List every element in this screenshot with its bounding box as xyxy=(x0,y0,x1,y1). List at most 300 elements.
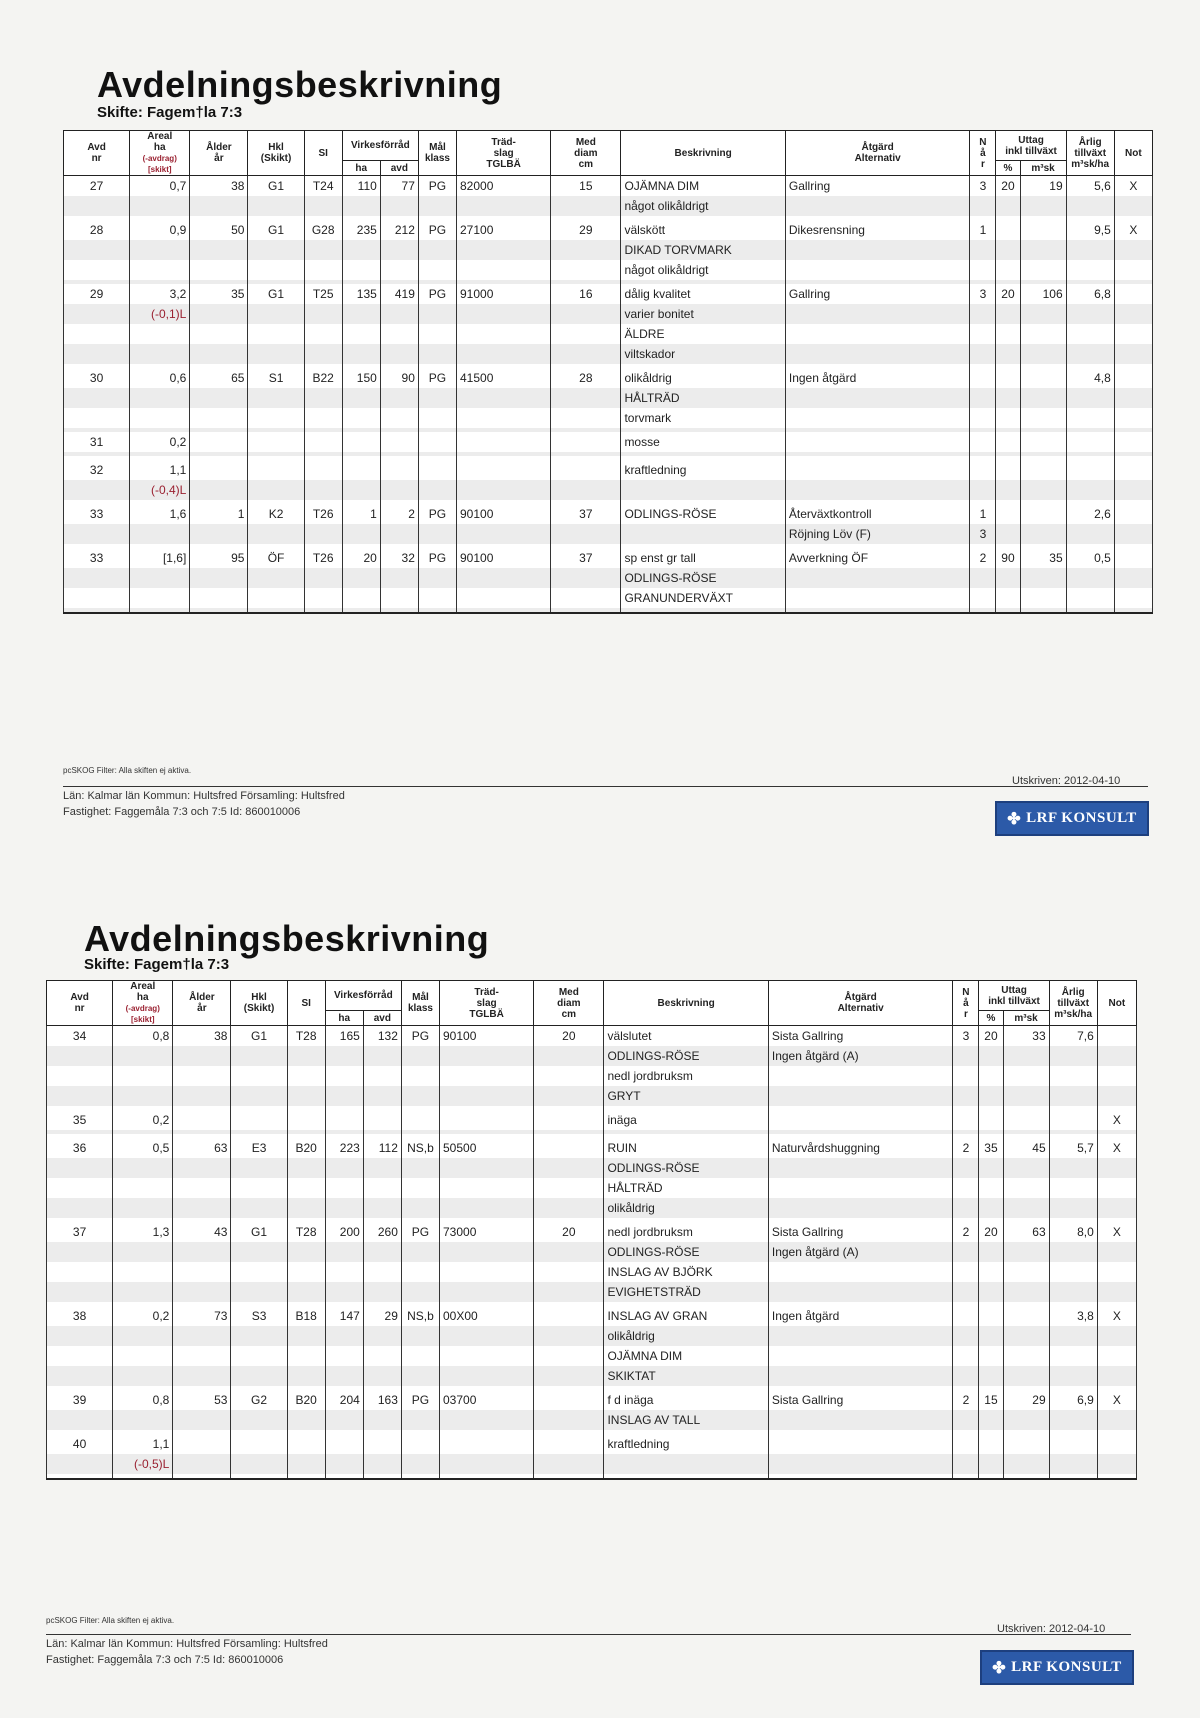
cell-areal: 3,2 xyxy=(130,284,190,304)
cell-empty xyxy=(996,388,1020,408)
col-nar-line: N xyxy=(979,136,987,148)
col-arlig-line: Årlig xyxy=(1078,136,1102,148)
cell-areal xyxy=(130,196,190,216)
cell-empty xyxy=(231,1366,287,1386)
cell-empty xyxy=(342,608,380,613)
cell-beskrivning: GRANUNDERVÄXT xyxy=(621,588,785,608)
cell-avd: 33 xyxy=(64,504,130,524)
table-row-continuation xyxy=(47,1474,1137,1479)
cell-beskrivning: RUIN xyxy=(604,1138,768,1158)
cell-nar xyxy=(970,432,996,452)
cell-not xyxy=(1097,1026,1136,1047)
cell-empty xyxy=(190,524,248,544)
cell-avd xyxy=(47,1410,113,1430)
cell-arlig xyxy=(1049,1110,1097,1130)
cell-nar xyxy=(953,1282,979,1302)
cell-areal xyxy=(113,1262,173,1282)
cell-tradslag xyxy=(457,460,551,480)
cell-empty xyxy=(325,1198,363,1218)
cell-beskrivning: HÅLTRÄD xyxy=(621,388,785,408)
cell-empty xyxy=(173,1158,231,1178)
col-alder xyxy=(190,131,248,176)
cell-empty xyxy=(380,196,418,216)
cell-uttag-pct xyxy=(996,460,1020,480)
cell-empty xyxy=(1114,324,1152,344)
col-atgard xyxy=(768,981,953,1026)
table-row-continuation xyxy=(47,1158,1137,1178)
cell-empty xyxy=(325,1410,363,1430)
col-malklass-line: klass xyxy=(424,153,450,164)
cell-empty xyxy=(190,588,248,608)
cell-uttag-m3sk xyxy=(1020,220,1066,240)
cell-empty xyxy=(287,1366,325,1386)
cell-malklass: PG xyxy=(418,176,456,197)
cell-empty xyxy=(418,240,456,260)
col-uttag-line: Uttag xyxy=(1001,984,1027,996)
cell-empty xyxy=(979,1046,1003,1066)
cell-not: X xyxy=(1097,1390,1136,1410)
cell-empty xyxy=(1066,240,1114,260)
cell-uttag-pct xyxy=(996,368,1020,388)
cell-areal xyxy=(130,608,190,613)
cell-empty xyxy=(418,588,456,608)
col-vf-ha xyxy=(342,161,380,176)
cell-meddiam xyxy=(534,1434,604,1454)
col-virkesforrad xyxy=(325,981,401,1011)
cell-empty xyxy=(551,588,621,608)
cell-empty xyxy=(248,344,304,364)
cell-empty xyxy=(979,1158,1003,1178)
cell-arlig: 5,6 xyxy=(1066,176,1114,197)
cell-uttag-pct: 20 xyxy=(996,284,1020,304)
cell-areal xyxy=(113,1046,173,1066)
cell-empty xyxy=(1049,1282,1097,1302)
cell-empty xyxy=(1097,1410,1136,1430)
cell-avd xyxy=(64,588,130,608)
cell-empty xyxy=(979,1086,1003,1106)
cell-meddiam: 16 xyxy=(551,284,621,304)
cell-atgard: Naturvårdshuggning xyxy=(768,1138,953,1158)
cell-empty xyxy=(440,1326,534,1346)
print-date: Utskriven: 2012-04-10 xyxy=(1012,775,1121,787)
cell-empty xyxy=(1003,1066,1049,1086)
cell-empty xyxy=(1066,304,1114,324)
col-malklass-line: Mål xyxy=(429,142,446,153)
cell-si: G28 xyxy=(304,220,342,240)
cell-avd: 38 xyxy=(47,1306,113,1326)
col-areal-line: ha xyxy=(136,992,149,1003)
col-tradslag-line: TGLBÄ xyxy=(486,158,521,170)
cell-atgard xyxy=(785,460,970,480)
cell-empty xyxy=(457,568,551,588)
cell-empty xyxy=(534,1282,604,1302)
cell-atgard xyxy=(768,1066,953,1086)
cell-atgard xyxy=(785,260,970,280)
cell-empty xyxy=(363,1046,401,1066)
page-subtitle: Skifte: Fagem†la 7:3 xyxy=(97,104,243,121)
cell-empty xyxy=(418,324,456,344)
cell-areal: 1,3 xyxy=(113,1222,173,1242)
cell-empty xyxy=(287,1066,325,1086)
col-tradslag xyxy=(440,981,534,1026)
cell-empty xyxy=(1049,1346,1097,1366)
cell-empty xyxy=(440,1474,534,1479)
cell-empty xyxy=(304,568,342,588)
cell-atgard: Dikesrensning xyxy=(785,220,970,240)
cell-avd xyxy=(47,1282,113,1302)
cell-empty xyxy=(401,1158,439,1178)
cell-empty xyxy=(534,1066,604,1086)
cell-empty xyxy=(342,324,380,344)
cell-alder xyxy=(173,1110,231,1130)
cell-empty xyxy=(1114,608,1152,613)
col-meddiam-line: Med xyxy=(575,136,596,148)
cell-empty xyxy=(248,588,304,608)
cell-empty xyxy=(1049,1066,1097,1086)
cell-avd xyxy=(64,388,130,408)
col-atgard-line: Alternativ xyxy=(837,1003,884,1014)
cell-avd: 35 xyxy=(47,1110,113,1130)
cell-avd xyxy=(47,1066,113,1086)
cell-atgard xyxy=(768,1434,953,1454)
cell-not: X xyxy=(1114,220,1152,240)
cell-empty xyxy=(325,1282,363,1302)
cell-atgard: Avverkning ÖF xyxy=(785,548,970,568)
cell-hkl: S1 xyxy=(248,368,304,388)
cell-alder: 50 xyxy=(190,220,248,240)
cell-si: T25 xyxy=(304,284,342,304)
col-beskrivning xyxy=(604,981,768,1026)
cell-empty xyxy=(440,1282,534,1302)
cell-areal xyxy=(113,1066,173,1086)
print-date: Utskriven: 2012-04-10 xyxy=(997,1623,1106,1635)
col-nar xyxy=(970,131,996,176)
cell-empty xyxy=(979,1198,1003,1218)
cell-empty xyxy=(1097,1346,1136,1366)
cell-uttag-pct xyxy=(979,1110,1003,1130)
col-avd xyxy=(64,131,130,176)
cell-areal: 0,7 xyxy=(130,176,190,197)
cell-arlig xyxy=(1049,1434,1097,1454)
cell-nar: 3 xyxy=(970,176,996,197)
cell-empty xyxy=(248,388,304,408)
cell-atgard xyxy=(785,304,970,324)
cell-empty xyxy=(190,260,248,280)
cell-not xyxy=(1097,1434,1136,1454)
cell-arlig: 6,8 xyxy=(1066,284,1114,304)
cell-empty xyxy=(1114,480,1152,500)
cell-hkl: G1 xyxy=(248,284,304,304)
cell-tradslag xyxy=(457,432,551,452)
cell-empty xyxy=(287,1326,325,1346)
cell-empty xyxy=(1020,260,1066,280)
cell-empty xyxy=(401,1410,439,1430)
cell-empty xyxy=(1066,260,1114,280)
cell-atgard xyxy=(785,240,970,260)
cell-empty xyxy=(551,240,621,260)
cell-empty xyxy=(287,1086,325,1106)
cell-beskrivning: något olikåldrigt xyxy=(621,260,785,280)
cell-nar: 3 xyxy=(970,284,996,304)
cell-empty xyxy=(457,260,551,280)
cell-empty xyxy=(440,1178,534,1198)
cell-nar xyxy=(970,480,996,500)
table-row-continuation xyxy=(64,196,1153,216)
cell-empty xyxy=(190,480,248,500)
table-row-continuation xyxy=(47,1178,1137,1198)
cell-empty xyxy=(440,1046,534,1066)
cell-nar xyxy=(970,304,996,324)
cell-nar xyxy=(970,324,996,344)
cell-empty xyxy=(401,1346,439,1366)
cell-atgard: Sista Gallring xyxy=(768,1026,953,1047)
cell-areal xyxy=(113,1086,173,1106)
col-alder-line: Ålder xyxy=(189,992,215,1003)
col-si xyxy=(304,131,342,176)
stand-table xyxy=(63,130,1153,614)
cell-malklass xyxy=(401,1434,439,1454)
cell-empty xyxy=(551,304,621,324)
col-meddiam xyxy=(534,981,604,1026)
cell-areal xyxy=(130,388,190,408)
cell-meddiam: 20 xyxy=(534,1026,604,1047)
cell-tradslag: 90100 xyxy=(440,1026,534,1047)
cell-nar xyxy=(953,1346,979,1366)
cell-empty xyxy=(248,196,304,216)
cell-empty xyxy=(440,1158,534,1178)
cell-avd xyxy=(47,1474,113,1479)
table-row-continuation xyxy=(64,388,1153,408)
cell-empty xyxy=(1003,1410,1049,1430)
cell-si xyxy=(287,1110,325,1130)
cell-empty xyxy=(1097,1242,1136,1262)
cell-vf-ha: 150 xyxy=(342,368,380,388)
cell-avd: 29 xyxy=(64,284,130,304)
cell-empty xyxy=(363,1262,401,1282)
cell-beskrivning: OJÄMNA DIM xyxy=(604,1346,768,1366)
cell-empty xyxy=(457,588,551,608)
cell-uttag-m3sk: 106 xyxy=(1020,284,1066,304)
cell-atgard xyxy=(785,608,970,613)
cell-empty xyxy=(287,1158,325,1178)
cell-meddiam: 29 xyxy=(551,220,621,240)
cell-avd xyxy=(47,1326,113,1346)
cell-beskrivning: ODLINGS-RÖSE xyxy=(621,568,785,588)
cell-uttag-pct xyxy=(979,1306,1003,1326)
cell-empty xyxy=(363,1474,401,1479)
cell-avd xyxy=(47,1346,113,1366)
cell-empty xyxy=(1114,408,1152,428)
col-not-line: Not xyxy=(1125,147,1142,159)
cell-empty xyxy=(979,1066,1003,1086)
cell-empty xyxy=(231,1262,287,1282)
cell-empty xyxy=(325,1178,363,1198)
table-row xyxy=(64,548,1153,568)
table-row xyxy=(64,432,1153,452)
cell-empty xyxy=(418,260,456,280)
table-row-continuation xyxy=(47,1410,1137,1430)
cell-empty xyxy=(1114,344,1152,364)
cell-tradslag: 82000 xyxy=(457,176,551,197)
table-row-continuation xyxy=(64,608,1153,613)
cell-empty xyxy=(363,1178,401,1198)
cell-empty xyxy=(363,1454,401,1474)
col-uttag-m3sk xyxy=(1020,161,1066,176)
cell-empty xyxy=(551,480,621,500)
cell-empty xyxy=(979,1282,1003,1302)
cell-atgard: Sista Gallring xyxy=(768,1222,953,1242)
cell-empty xyxy=(551,344,621,364)
cell-vf-ha xyxy=(342,432,380,452)
col-nar-line: å xyxy=(963,997,969,1009)
cell-meddiam xyxy=(551,460,621,480)
cell-uttag-m3sk xyxy=(1020,432,1066,452)
col-arlig-line: tillväxt xyxy=(1057,997,1090,1009)
cell-empty xyxy=(287,1410,325,1430)
table-row xyxy=(64,220,1153,240)
cell-empty xyxy=(1003,1454,1049,1474)
cell-empty xyxy=(231,1242,287,1262)
page-title: Avdelningsbeskrivning xyxy=(97,64,503,105)
cell-empty xyxy=(418,408,456,428)
col-uttag-m3sk-label: m³sk xyxy=(1014,1012,1038,1024)
col-atgard-line: Åtgärd xyxy=(861,142,894,153)
cell-empty xyxy=(190,408,248,428)
col-vf-avd xyxy=(380,161,418,176)
table-row-continuation xyxy=(64,344,1153,364)
table-row xyxy=(47,1390,1137,1410)
cell-empty xyxy=(304,344,342,364)
cell-vf-ha: 135 xyxy=(342,284,380,304)
cell-areal xyxy=(113,1158,173,1178)
cell-empty xyxy=(325,1326,363,1346)
cell-empty xyxy=(380,480,418,500)
cell-arlig: 6,9 xyxy=(1049,1390,1097,1410)
cell-empty xyxy=(287,1282,325,1302)
cell-vf-avd xyxy=(380,460,418,480)
col-uttag-line: Uttag xyxy=(1018,134,1044,146)
col-hkl-line: Hkl xyxy=(251,992,267,1003)
cell-empty xyxy=(231,1086,287,1106)
cell-atgard xyxy=(785,344,970,364)
cell-empty xyxy=(342,408,380,428)
cell-empty xyxy=(457,408,551,428)
cell-empty xyxy=(551,388,621,408)
cell-empty xyxy=(979,1410,1003,1430)
cell-uttag-pct xyxy=(996,220,1020,240)
table-row xyxy=(64,460,1153,480)
cell-avd xyxy=(47,1242,113,1262)
cell-empty xyxy=(363,1066,401,1086)
col-beskrivning-line: Beskrivning xyxy=(674,147,732,159)
cell-vf-ha: 204 xyxy=(325,1390,363,1410)
cell-atgard xyxy=(785,196,970,216)
col-arlig-line: m³sk/ha xyxy=(1071,158,1110,170)
col-nar-line: r xyxy=(963,1008,968,1020)
cell-empty xyxy=(1049,1086,1097,1106)
cell-nar xyxy=(953,1306,979,1326)
cell-empty xyxy=(440,1346,534,1366)
cell-tradslag xyxy=(440,1110,534,1130)
col-tradslag-line: TGLBÄ xyxy=(469,1008,504,1020)
cell-empty xyxy=(190,344,248,364)
cell-empty xyxy=(248,480,304,500)
col-virkesforrad xyxy=(342,131,418,161)
cell-empty xyxy=(1066,608,1114,613)
cell-empty xyxy=(1114,304,1152,324)
col-meddiam-line: cm xyxy=(561,1008,577,1020)
cell-empty xyxy=(325,1066,363,1086)
cell-empty xyxy=(342,196,380,216)
cell-empty xyxy=(996,304,1020,324)
cell-nar xyxy=(953,1434,979,1454)
cell-empty xyxy=(457,608,551,613)
cell-beskrivning: olikåldrig xyxy=(604,1326,768,1346)
col-arlig-line: tillväxt xyxy=(1074,147,1107,159)
table-body xyxy=(47,1026,1137,1480)
cell-empty xyxy=(1114,568,1152,588)
cell-empty xyxy=(248,568,304,588)
cell-empty xyxy=(979,1326,1003,1346)
cell-empty xyxy=(1097,1158,1136,1178)
cell-beskrivning xyxy=(621,524,785,544)
cell-si: T24 xyxy=(304,176,342,197)
cell-beskrivning: GRYT xyxy=(604,1086,768,1106)
table-row xyxy=(47,1138,1137,1158)
cell-atgard xyxy=(785,480,970,500)
cell-empty xyxy=(173,1086,231,1106)
cell-meddiam: 15 xyxy=(551,176,621,197)
cell-empty xyxy=(401,1366,439,1386)
table-row-continuation xyxy=(64,588,1153,608)
cell-uttag-m3sk: 33 xyxy=(1003,1026,1049,1047)
cell-empty xyxy=(457,196,551,216)
cell-nar xyxy=(970,568,996,588)
cell-empty xyxy=(534,1198,604,1218)
cell-atgard: Ingen åtgärd xyxy=(768,1306,953,1326)
cell-empty xyxy=(1097,1454,1136,1474)
cell-vf-avd: 112 xyxy=(363,1138,401,1158)
cell-empty xyxy=(231,1474,287,1479)
cell-vf-avd xyxy=(363,1434,401,1454)
cell-empty xyxy=(1097,1474,1136,1479)
cell-vf-ha: 20 xyxy=(342,548,380,568)
cell-empty xyxy=(418,388,456,408)
cell-empty xyxy=(380,344,418,364)
cell-empty xyxy=(325,1158,363,1178)
cell-empty xyxy=(534,1086,604,1106)
cell-empty xyxy=(380,260,418,280)
cell-empty xyxy=(190,304,248,324)
col-uttag-pct-label: % xyxy=(1003,162,1013,174)
cell-empty xyxy=(173,1242,231,1262)
cell-empty xyxy=(248,240,304,260)
cell-empty xyxy=(1003,1346,1049,1366)
cell-empty xyxy=(173,1366,231,1386)
col-not-line: Not xyxy=(1108,997,1126,1009)
cell-vf-ha xyxy=(325,1110,363,1130)
clover-logo-icon: ✤ xyxy=(992,1659,1007,1677)
cell-vf-ha xyxy=(342,460,380,480)
cell-empty xyxy=(1114,388,1152,408)
cell-nar xyxy=(953,1242,979,1262)
cell-uttag-m3sk: 29 xyxy=(1003,1390,1049,1410)
cell-empty xyxy=(457,324,551,344)
cell-avd xyxy=(47,1086,113,1106)
cell-malklass: PG xyxy=(401,1390,439,1410)
cell-beskrivning xyxy=(604,1474,768,1479)
cell-avd xyxy=(64,524,130,544)
